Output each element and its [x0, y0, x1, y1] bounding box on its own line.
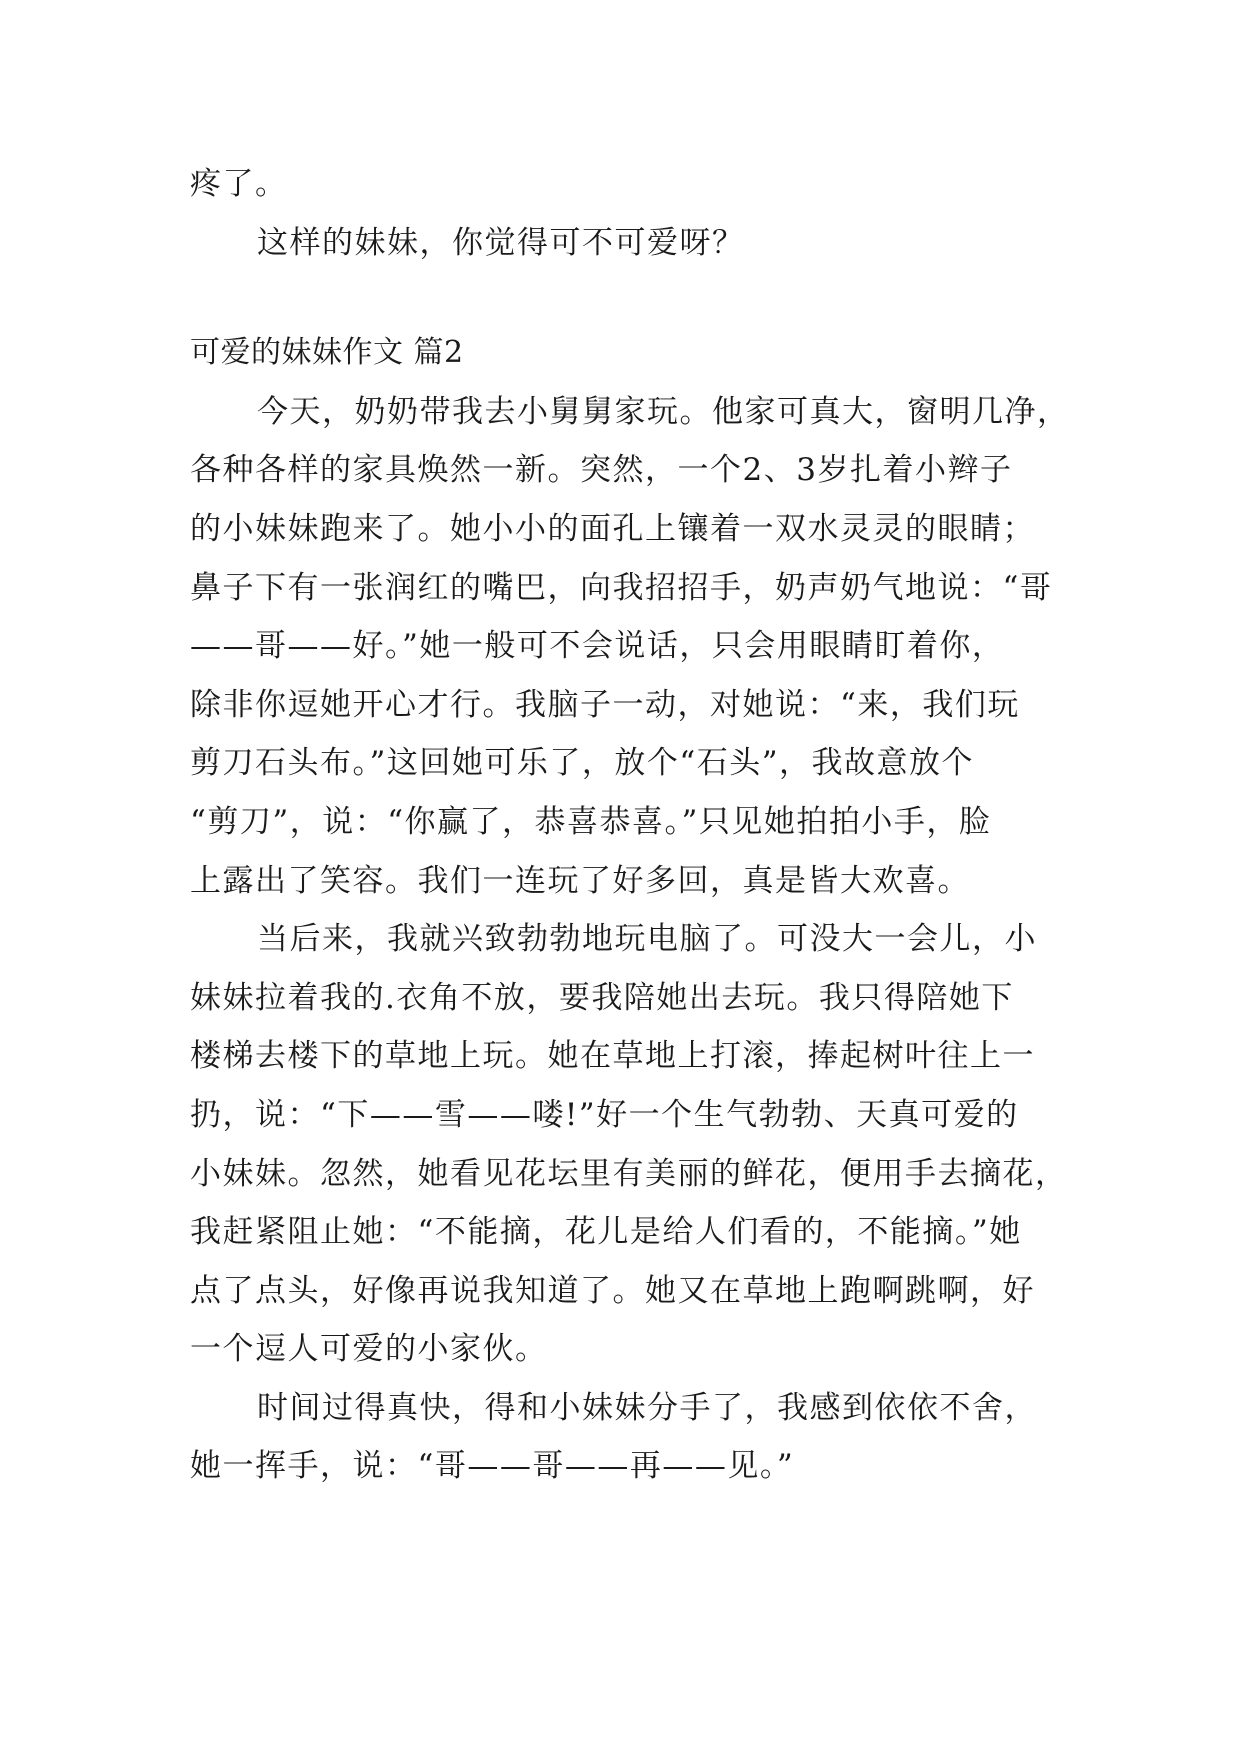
text-line: 上露出了笑容。我们一连玩了好多回，真是皆大欢喜。	[190, 862, 970, 899]
text-line: 各种各样的家具焕然一新。突然，一个2、3岁扎着小辫子	[190, 452, 1013, 489]
text-line: 的小妹妹跑来了。她小小的面孔上镶着一双水灵灵的眼睛；	[190, 510, 1035, 547]
text-line: 扔，说：“下——雪——喽!”好一个生气勃勃、天真可爱的	[190, 1096, 1019, 1133]
section-title: 可爱的妹妹作文 篇2	[190, 335, 464, 371]
text-line: 小妹妹。忽然，她看见花坛里有美丽的鲜花，便用手去摘花，	[190, 1155, 1068, 1192]
text-line: 今天，奶奶带我去小舅舅家玩。他家可真大，窗明几净，	[257, 393, 1070, 430]
continuation-paragraph	[190, 155, 1060, 214]
text-line: 剪刀石头布。”这回她可乐了，放个“石头”，我故意放个	[190, 745, 975, 782]
text-line: 当后来，我就兴致勃勃地玩电脑了。可没大一会儿，小	[257, 921, 1037, 958]
text-line: 除非你逗她开心才行。我脑子一动，对她说：“来，我们玩	[190, 686, 1020, 723]
text-line: 我赶紧阻止她：“不能摘，花儿是给人们看的，不能摘。”她	[190, 1214, 1022, 1251]
document-page	[190, 155, 1070, 1496]
section-spacer	[190, 272, 1060, 324]
text-line: 鼻子下有一张润红的嘴巴，向我招招手，奶声奶气地说：“哥	[190, 569, 1053, 606]
text-line: 时间过得真快，得和小妹妹分手了，我感到依依不舍，	[257, 1389, 1037, 1426]
text-line: 妹妹拉着我的.衣角不放，要我陪她出去玩。我只得陪她下	[190, 979, 1014, 1016]
text-line: 楼梯去楼下的草地上玩。她在草地上打滚，捧起树叶往上一	[190, 1038, 1035, 1075]
text-line: ——哥——好。”她一般可不会说话，只会用眼睛盯着你，	[190, 628, 1005, 665]
text-line: 她一挥手，说：“哥——哥——再——见。”	[190, 1448, 795, 1485]
paragraph-1	[190, 383, 1070, 910]
closing-question: 这样的妹妹，你觉得可不可爱呀？	[257, 224, 745, 261]
text-line: “剪刀”，说：“你赢了，恭喜恭喜。”只见她拍拍小手，脸	[190, 803, 992, 840]
paragraph-2	[190, 910, 1068, 1379]
text-line: 点了点头，好像再说我知道了。她又在草地上跑啊跳啊，好	[190, 1272, 1035, 1309]
text-line: 疼了。	[190, 166, 288, 202]
paragraph-3	[190, 1379, 1060, 1496]
text-line: 一个逗人可爱的小家伙。	[190, 1331, 548, 1368]
